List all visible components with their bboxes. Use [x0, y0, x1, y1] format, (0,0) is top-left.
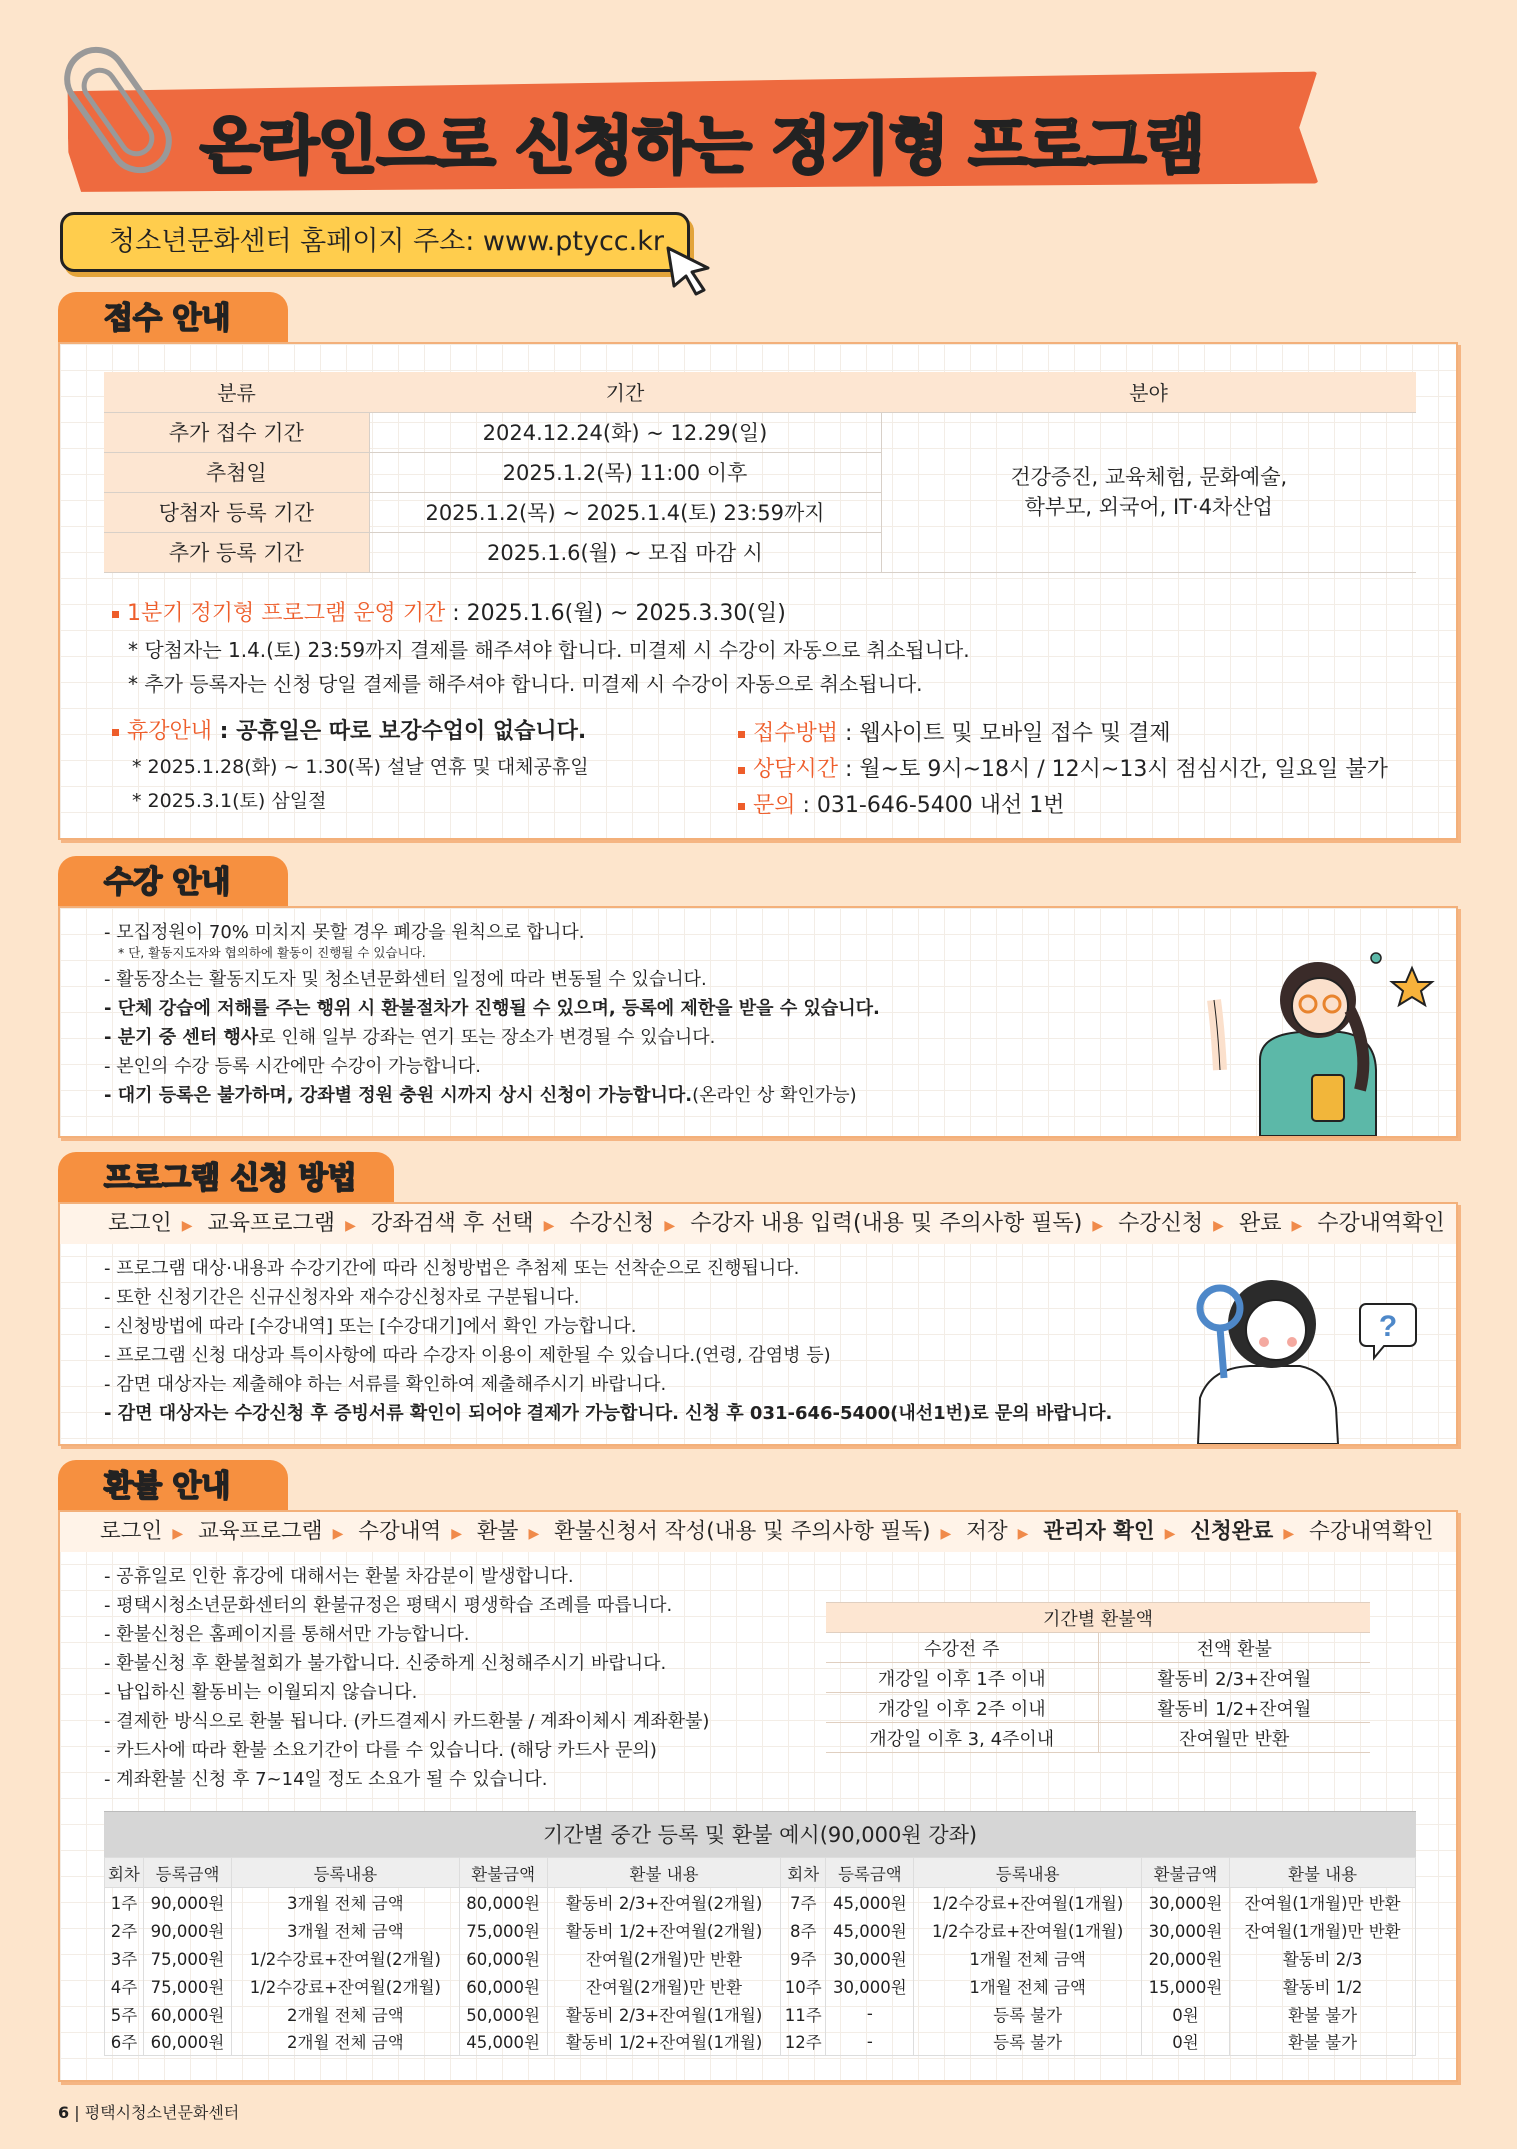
flow-step: 환불신청서 작성(내용 및 주의사항 필독) — [554, 1519, 931, 1544]
flow-step: 완료 — [1238, 1211, 1282, 1236]
table-cell: 3개월 전체 금액 — [232, 1888, 459, 1916]
flow-step: 수강자 내용 입력(내용 및 주의사항 필독) — [690, 1211, 1083, 1236]
table-cell: 90,000원 — [143, 1916, 231, 1944]
table-cell: 등록 불가 — [914, 2028, 1141, 2056]
col-header: 분야 — [881, 372, 1416, 412]
title-part2: 정기형 프로그램 — [771, 109, 1205, 182]
flow-step: 로그인 — [108, 1211, 172, 1236]
note-line: - 모집정원이 70% 미치지 못할 경우 폐강을 원칙으로 합니다. — [104, 922, 585, 943]
flow-step: 로그인 — [100, 1519, 163, 1544]
table-cell: 20,000원 — [1141, 1944, 1229, 1972]
note-line: - 결제한 방식으로 환불 됩니다. (카드결제시 카드환불 / 계좌이체시 계좌환불) — [104, 1711, 710, 1732]
reception-table — [104, 372, 1416, 573]
table-cell: 45,000원 — [826, 1916, 914, 1944]
hours-value: : 월~토 9시~18시 / 12시~13시 점심시간, 일요일 불가 — [838, 757, 1388, 782]
field-line: 학부모, 외국어, IT·4차산업 — [1024, 495, 1273, 519]
contact-value: : 031-646-5400 내선 1번 — [795, 793, 1065, 818]
note-line: - 납입하신 활동비는 이월되지 않습니다. — [104, 1682, 418, 1703]
table-cell: 활동비 2/3+잔여월(1개월) — [547, 2000, 781, 2028]
table-cell: 잔여월(2개월)만 반환 — [547, 1944, 781, 1972]
note-line: - 단체 강습에 저해를 주는 행위 시 환불절차가 진행될 수 있으며, 등록에 제한을 받을 수 있습니다. — [104, 998, 880, 1019]
table-cell: 활동비 2/3 — [1230, 1944, 1416, 1972]
note-line: - 감면 대상자는 수강신청 후 증빙서류 확인이 되어야 결제가 가능합니다. 신청 후 031-646-5400(내선1번)로 문의 바랍니다. — [104, 1403, 1113, 1424]
magnifier-girl-illustration — [1180, 1268, 1420, 1444]
flow-step: 교육프로그램 — [207, 1211, 336, 1236]
arrow-right-icon: ▶ — [664, 1218, 676, 1234]
table-cell: 개강일 이후 1주 이내 — [826, 1663, 1098, 1693]
holiday-value: : 공휴일은 따로 보강수업이 없습니다. — [212, 719, 587, 744]
table-cell: 잔여월(1개월)만 반환 — [1230, 1916, 1416, 1944]
note-line: * 당첨자는 1.4.(토) 23:59까지 결제를 해주셔야 합니다. 미결제 시 수강이 자동으로 취소됩니다. — [128, 638, 970, 662]
table-cell: 11주 — [781, 2000, 826, 2028]
refund-notes — [104, 1562, 709, 1794]
table-cell: 2025.1.2(목) 11:00 이후 — [369, 452, 881, 492]
holiday-label: 휴강안내 — [127, 719, 213, 744]
table-cell: 개강일 이후 2주 이내 — [826, 1693, 1098, 1723]
table-cell: 추가 등록 기간 — [104, 532, 369, 572]
note-line: - 본인의 수강 등록 시간에만 수강이 가능합니다. — [104, 1056, 481, 1077]
arrow-right-icon: ▶ — [543, 1218, 555, 1234]
table-cell: 전액 환불 — [1098, 1633, 1370, 1663]
col-header: 환불 내용 — [1230, 1858, 1416, 1888]
table-cell: 1개월 전체 금액 — [914, 1944, 1141, 1972]
col-header: 기간 — [369, 372, 881, 412]
col-header: 환불금액 — [1141, 1858, 1229, 1888]
note-line: - 공휴일로 인한 휴강에 대해서는 환불 차감분이 발생합니다. — [104, 1566, 574, 1587]
table-cell: 3개월 전체 금액 — [232, 1916, 459, 1944]
table-cell: 2주 — [105, 1916, 144, 1944]
arrow-right-icon: ▶ — [1283, 1526, 1295, 1542]
table-cell: 75,000원 — [143, 1944, 231, 1972]
flow-step: 수강내역확인 — [1317, 1211, 1445, 1236]
title-part1: 온라인으로 신청하는 — [200, 109, 751, 182]
flow-step: 수강내역 — [358, 1519, 442, 1544]
table-cell: 60,000원 — [143, 2028, 231, 2056]
apply-notes — [104, 1254, 1112, 1428]
note-line: - 프로그램 신청 대상과 특이사항에 따라 수강자 이용이 제한될 수 있습니다.(연령, 감염병 등) — [104, 1345, 831, 1366]
table-cell: 활동비 1/2+잔여월(1개월) — [547, 2028, 781, 2056]
col-header: 등록내용 — [914, 1858, 1141, 1888]
flow-step: 교육프로그램 — [197, 1519, 323, 1544]
note-line — [104, 1081, 880, 1110]
table-cell: 1개월 전체 금액 — [914, 1972, 1141, 2000]
table-cell: 5주 — [105, 2000, 144, 2028]
section-tab-refund: 환불 안내 — [58, 1460, 288, 1512]
arrow-right-icon: ▶ — [1017, 1526, 1029, 1542]
table-cell: 3주 — [105, 1944, 144, 1972]
method-label: 접수방법 — [753, 721, 839, 746]
table-cell: 80,000원 — [459, 1888, 547, 1916]
flow-step: 수강신청 — [1118, 1211, 1204, 1236]
arrow-right-icon: ▶ — [1213, 1218, 1224, 1234]
table-title: 기간별 중간 등록 및 환불 예시(90,000원 강좌) — [104, 1811, 1416, 1857]
arrow-right-icon: ▶ — [181, 1218, 193, 1234]
col-header: 환불금액 — [459, 1858, 547, 1888]
table-cell: 60,000원 — [143, 2000, 231, 2028]
table-cell: 30,000원 — [1141, 1916, 1229, 1944]
table-cell: 1주 — [105, 1888, 144, 1916]
note-line: - 활동장소는 활동지도자 및 청소년문화센터 일정에 따라 변동될 수 있습니다. — [104, 969, 707, 990]
table-cell: 활동비 1/2+잔여월(2개월) — [547, 1916, 781, 1944]
table-cell: 30,000원 — [826, 1972, 914, 2000]
table-row — [105, 1888, 1416, 1916]
refund-example-table — [104, 1811, 1416, 2056]
table-cell: 60,000원 — [459, 1972, 547, 2000]
note-line: * 추가 등록자는 신청 당일 결제를 해주셔야 합니다. 미결제 시 수강이 자동으로 취소됩니다. — [128, 672, 923, 696]
refund-period-table — [826, 1602, 1370, 1753]
page-footer: 6 | 평택시청소년문화센터 — [58, 2103, 240, 2122]
note-line: - 신청방법에 따라 [수강내역] 또는 [수강대기]에서 확인 가능합니다. — [104, 1316, 637, 1337]
table-cell: 60,000원 — [459, 1944, 547, 1972]
col-header: 분류 — [104, 372, 369, 412]
note-text: 로 인해 일부 강좌는 연기 또는 장소가 변경될 수 있습니다. — [258, 1027, 716, 1048]
section-tab-course: 수강 안내 — [58, 856, 288, 908]
apply-flow — [60, 1204, 1456, 1244]
table-cell: 활동비 1/2 — [1230, 1972, 1416, 2000]
bullet-icon — [738, 731, 745, 738]
note-text: (온라인 상 확인가능) — [692, 1085, 857, 1106]
note-line: - 카드사에 따라 환불 소요기간이 다를 수 있습니다. (해당 카드사 문의) — [104, 1740, 657, 1761]
table-cell: 2024.12.24(화) ~ 12.29(일) — [369, 412, 881, 452]
col-header: 회차 — [105, 1858, 144, 1888]
arrow-right-icon: ▶ — [345, 1218, 356, 1234]
section-tab-apply: 프로그램 신청 방법 — [58, 1152, 394, 1204]
period-value: : 2025.1.6(월) ~ 2025.3.30(일) — [445, 601, 786, 626]
contact-info — [738, 788, 1065, 819]
table-row — [105, 2000, 1416, 2028]
note-line: - 환불신청 후 환불철회가 불가합니다. 신중하게 신청해주시기 바랍니다. — [104, 1653, 667, 1674]
table-cell: 활동비 2/3+잔여월(2개월) — [547, 1888, 781, 1916]
note-line: - 감면 대상자는 제출해야 하는 서류를 확인하여 제출해주시기 바랍니다. — [104, 1374, 667, 1395]
method-info — [738, 716, 1171, 747]
table-cell: 잔여월(2개월)만 반환 — [547, 1972, 781, 2000]
col-header: 등록금액 — [826, 1858, 914, 1888]
table-cell: 0원 — [1141, 2028, 1229, 2056]
table-cell: 15,000원 — [1141, 1972, 1229, 2000]
footer-org: 평택시청소년문화센터 — [84, 2103, 240, 2122]
flow-step: 신청완료 — [1190, 1519, 1274, 1544]
arrow-right-icon: ▶ — [940, 1526, 952, 1542]
col-header: 등록내용 — [232, 1858, 459, 1888]
note-line: - 평택시청소년문화센터의 환불규정은 평택시 평생학습 조례를 따릅니다. — [104, 1595, 673, 1616]
note-bold: - 대기 등록은 불가하며, 강좌별 정원 충원 시까지 상시 신청이 가능합니다. — [104, 1085, 693, 1106]
bullet-icon — [738, 803, 745, 810]
flow-step: 환불 — [476, 1519, 519, 1544]
note-line: - 환불신청은 홈페이지를 통해서만 가능합니다. — [104, 1624, 470, 1645]
note-line: - 또한 신청기간은 신규신청자와 재수강신청자로 구분됩니다. — [104, 1287, 580, 1308]
table-cell: 9주 — [781, 1944, 826, 1972]
table-cell: 75,000원 — [143, 1972, 231, 2000]
table-cell: 개강일 이후 3, 4주이내 — [826, 1723, 1098, 1753]
flow-step: 강좌검색 후 선택 — [370, 1211, 534, 1236]
section-tab-reception: 접수 안내 — [58, 292, 288, 344]
flow-step: 저장 — [966, 1519, 1008, 1544]
bullet-icon — [112, 729, 119, 736]
table-cell: 2025.1.2(목) ~ 2025.1.4(토) 23:59까지 — [369, 492, 881, 532]
note-line: - 계좌환불 신청 후 7~14일 정도 소요가 될 수 있습니다. — [104, 1769, 548, 1790]
table-cell: 0원 — [1141, 2000, 1229, 2028]
period-label: 1분기 정기형 프로그램 운영 기간 — [127, 601, 446, 626]
holiday-line: * 2025.1.28(화) ~ 1.30(목) 설날 연휴 및 대체공휴일 — [132, 756, 589, 778]
cursor-icon — [664, 244, 714, 298]
table-cell: 30,000원 — [1141, 1888, 1229, 1916]
flow-step: 수강내역확인 — [1308, 1519, 1434, 1544]
table-cell: 90,000원 — [143, 1888, 231, 1916]
table-cell: 45,000원 — [826, 1888, 914, 1916]
arrow-right-icon: ▶ — [1164, 1526, 1176, 1542]
table-cell: 75,000원 — [459, 1916, 547, 1944]
bullet-icon — [738, 767, 745, 774]
table-cell: 등록 불가 — [914, 2000, 1141, 2028]
table-cell: 2025.1.6(월) ~ 모집 마감 시 — [369, 532, 881, 572]
field-line: 건강증진, 교육체험, 문화예술, — [1010, 465, 1288, 489]
arrow-right-icon: ▶ — [451, 1526, 463, 1542]
page-title — [200, 96, 1204, 185]
col-header: 등록금액 — [143, 1858, 231, 1888]
table-cell: 활동비 1/2+잔여월 — [1098, 1693, 1370, 1723]
arrow-right-icon: ▶ — [172, 1526, 184, 1542]
table-cell: 45,000원 — [459, 2028, 547, 2056]
arrow-right-icon: ▶ — [528, 1526, 540, 1542]
table-cell: 1/2수강료+잔여월(1개월) — [914, 1888, 1141, 1916]
table-cell: 30,000원 — [826, 1944, 914, 1972]
table-cell: 수강전 주 — [826, 1633, 1098, 1663]
table-cell: 1/2수강료+잔여월(2개월) — [232, 1972, 459, 2000]
arrow-right-icon: ▶ — [1291, 1218, 1303, 1234]
page-number: 6 — [58, 2103, 70, 2122]
note-line — [104, 1023, 880, 1052]
svg-text:?: ? — [1378, 1310, 1398, 1343]
table-cell: 당첨자 등록 기간 — [104, 492, 369, 532]
table-cell: 활동비 2/3+잔여월 — [1098, 1663, 1370, 1693]
field-cell — [881, 412, 1416, 572]
course-notes — [104, 918, 880, 1110]
table-cell: 1/2수강료+잔여월(2개월) — [232, 1944, 459, 1972]
hours-label: 상담시간 — [753, 757, 839, 782]
table-cell: 1/2수강료+잔여월(1개월) — [914, 1916, 1141, 1944]
woman-illustration — [1180, 940, 1440, 1136]
bullet-icon — [112, 611, 119, 618]
table-row — [105, 1972, 1416, 2000]
operation-period — [112, 596, 786, 627]
table-cell: 추첨일 — [104, 452, 369, 492]
refund-flow — [60, 1512, 1456, 1552]
arrow-right-icon: ▶ — [332, 1526, 344, 1542]
table-cell: 2개월 전체 금액 — [232, 2000, 459, 2028]
table-cell: 10주 — [781, 1972, 826, 2000]
col-header: 회차 — [781, 1858, 826, 1888]
table-cell: - — [826, 2028, 914, 2056]
table-title: 기간별 환불액 — [826, 1603, 1370, 1633]
table-cell: 2개월 전체 금액 — [232, 2028, 459, 2056]
table-cell: 12주 — [781, 2028, 826, 2056]
note-bold: - 분기 중 센터 행사 — [104, 1027, 259, 1048]
holiday-info — [112, 714, 586, 745]
hours-info — [738, 752, 1388, 783]
method-value: : 웹사이트 및 모바일 접수 및 결제 — [838, 721, 1171, 746]
table-cell: - — [826, 2000, 914, 2028]
flow-step: 관리자 확인 — [1043, 1519, 1155, 1544]
table-cell: 잔여월만 반환 — [1098, 1723, 1370, 1753]
homepage-link[interactable]: 청소년문화센터 홈페이지 주소: www.ptycc.kr — [60, 212, 690, 272]
table-cell: 6주 — [105, 2028, 144, 2056]
table-cell: 8주 — [781, 1916, 826, 1944]
table-cell: 환불 불가 — [1230, 2000, 1416, 2028]
flow-step: 수강신청 — [569, 1211, 655, 1236]
table-cell: 추가 접수 기간 — [104, 412, 369, 452]
arrow-right-icon: ▶ — [1092, 1218, 1104, 1234]
note-line: - 프로그램 대상·내용과 수강기간에 따라 신청방법은 추첨제 또는 선착순으로 진행됩니다. — [104, 1258, 800, 1279]
table-row — [105, 2028, 1416, 2056]
table-cell: 50,000원 — [459, 2000, 547, 2028]
table-row — [105, 1944, 1416, 1972]
note-subline: * 단, 활동지도자와 협의하에 활동이 진행될 수 있습니다. — [118, 945, 426, 960]
col-header: 환불 내용 — [547, 1858, 781, 1888]
table-row — [105, 1916, 1416, 1944]
table-cell: 7주 — [781, 1888, 826, 1916]
contact-label: 문의 — [753, 793, 796, 818]
table-cell: 잔여월(1개월)만 반환 — [1230, 1888, 1416, 1916]
table-cell: 환불 불가 — [1230, 2028, 1416, 2056]
table-cell: 4주 — [105, 1972, 144, 2000]
holiday-line: * 2025.3.1(토) 삼일절 — [132, 790, 327, 812]
